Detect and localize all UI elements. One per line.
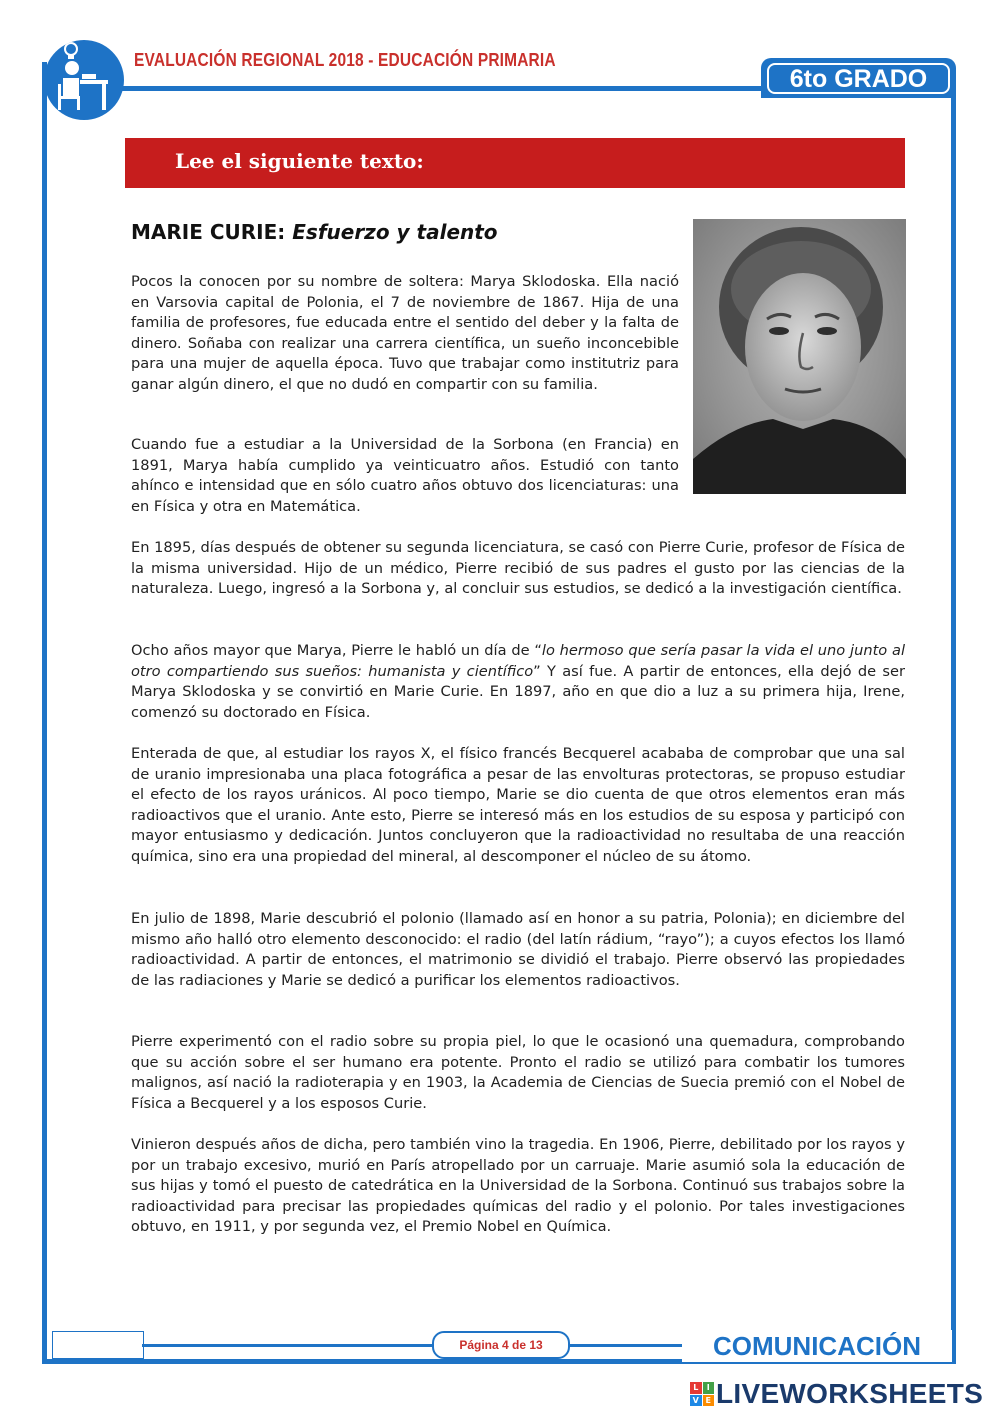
badge-letter: V — [690, 1395, 702, 1407]
paragraph-2: Cuando fue a estudiar a la Universidad de la Sorbona (en Francia) en 1891, Marya había cumplido ya veinticuatro años. Estudió con tanto ahínco e intensidad que en sólo cuatro años obtuvo dos licenciaturas: una en Física y otra en Matemática. — [131, 436, 679, 515]
paragraph-7: Pierre experimentó con el radio sobre su propia piel, lo que le ocasionó una quemadura, comprobando que su acción sobre el ser humano era potente. Pronto el radio se utilizó para combatir los tumores malignos, así nació la radioterapia y en 1903, la Academia de Ciencias de Suecia premió con el Nobel de Física a Becquerel y a los esposos Curie. — [131, 1033, 905, 1112]
article-title-main: MARIE CURIE: — [131, 220, 286, 244]
liveworksheets-logo-icon — [690, 1382, 714, 1406]
frame-left-border — [42, 62, 47, 1364]
header-title: EVALUACIÓN REGIONAL 2018 - EDUCACIÓN PRIMARIA — [134, 50, 556, 70]
paragraph-5: Enterada de que, al estudiar los rayos X, el físico francés Becquerel acababa de comprobar que una sal de uranio impresionaba una placa fotográfica a pesar de las envolturas protectoras, se propuso estudiar el efecto de los rayos uránicos. Al poco tiempo, Marie se dio cuenta de que otros elementos eran más radioactivos que el uranio. Ante esto, Pierre se interesó más en los estudios de su esposa y participó con mayor entusiasmo y dedicación. Juntos concluyeron que la radioactividad no resultaba de una reacción química, sino era una propiedad del mineral, al descomponer el núcleo de su átomo. — [131, 745, 905, 865]
footer-left-box — [52, 1331, 144, 1359]
article-title-sub: Esfuerzo y talento — [292, 220, 498, 244]
article-title — [131, 220, 498, 244]
student-at-desk-icon — [44, 40, 124, 120]
instruction-text: Lee el siguiente texto: — [175, 149, 424, 173]
page-number: Página 4 de 13 — [432, 1331, 570, 1359]
grade-label: 6to GRADO — [767, 63, 950, 94]
paragraph-4-before: Ocho años mayor que Marya, Pierre le habló un día de “ — [131, 642, 542, 659]
paragraph-3: En 1895, días después de obtener su segunda licenciatura, se casó con Pierre Curie, profesor de Física de la misma universidad. Hijo de un médico, Pierre recibió de sus padres el gusto por las ciencias de la naturaleza. Luego, ingresó a la Sorbona y, al concluir sus estudios, se dedicó a la investigación científica. — [131, 539, 906, 598]
paragraph-4-quote: lo hermoso que sería pasar la vida el uno junto al otro compartiendo sus sueños: humanista y científico — [131, 642, 905, 680]
paragraph-1: Pocos la conocen por su nombre de soltera: Marya Sklodoska. Ella nació en Varsovia capital de Polonia, el 7 de noviembre de 1867. Hija de una familia de profesores, fue educada entre el sentido del deber y la falta de dinero. Soñaba con realizar una carrera científica, un sueño inconcebible para una mujer de aquella época. Tuvo que trabajar como institutriz para ganar algún dinero, el que no dudó en compartir con su familia. — [131, 273, 679, 393]
liveworksheets-watermark — [690, 1380, 983, 1408]
footer-rule — [142, 1344, 682, 1347]
grade-tab — [761, 58, 956, 98]
marie-curie-portrait — [693, 219, 906, 494]
subject-label: COMUNICACIÓN — [682, 1330, 952, 1362]
badge-letter: I — [703, 1382, 715, 1394]
frame-right-border — [951, 92, 956, 1364]
badge-letter: E — [703, 1395, 715, 1407]
paragraph-4-after: ” Y así fue. A partir de entonces, ella dejó de ser Marya Sklodoska y se convirtió en Marie Curie. En 1897, año en que dio a luz a su primera hija, Irene, comenzó su doctorado en Física. — [131, 662, 905, 721]
paragraph-8: Vinieron después años de dicha, pero también vino la tragedia. En 1906, Pierre, debilitado por los rayos y por un trabajo excesivo, murió en París atropellado por un carruaje. Marie asumió sola la educación de sus hijas y tomó el puesto de catedrática en la Universidad de la Sorbona. Continuó sus trabajos sobre la radioactividad para precisar las propiedades químicas del radio y el polonio. Por tales investigaciones obtuvo, en 1911, y por segunda vez, el Premio Nobel en Química. — [131, 1136, 905, 1236]
paragraph-4 — [131, 641, 905, 723]
instruction-band — [125, 138, 905, 188]
watermark-text: LIVEWORKSHEETS — [716, 1378, 984, 1409]
badge-letter: L — [690, 1382, 702, 1394]
paragraph-6: En julio de 1898, Marie descubrió el polonio (llamado así en honor a su patria, Polonia); en diciembre del mismo año halló otro elemento desconocido: el radio (del latín rádium, “rayo”); a cuyos efectos los llamó radioactividad. A partir de entonces, el matrimonio se dividió el trabajo. Pierre observó las propiedades de las radiaciones y Marie se dedicó a purificar los elementos radioactivos. — [131, 910, 905, 989]
